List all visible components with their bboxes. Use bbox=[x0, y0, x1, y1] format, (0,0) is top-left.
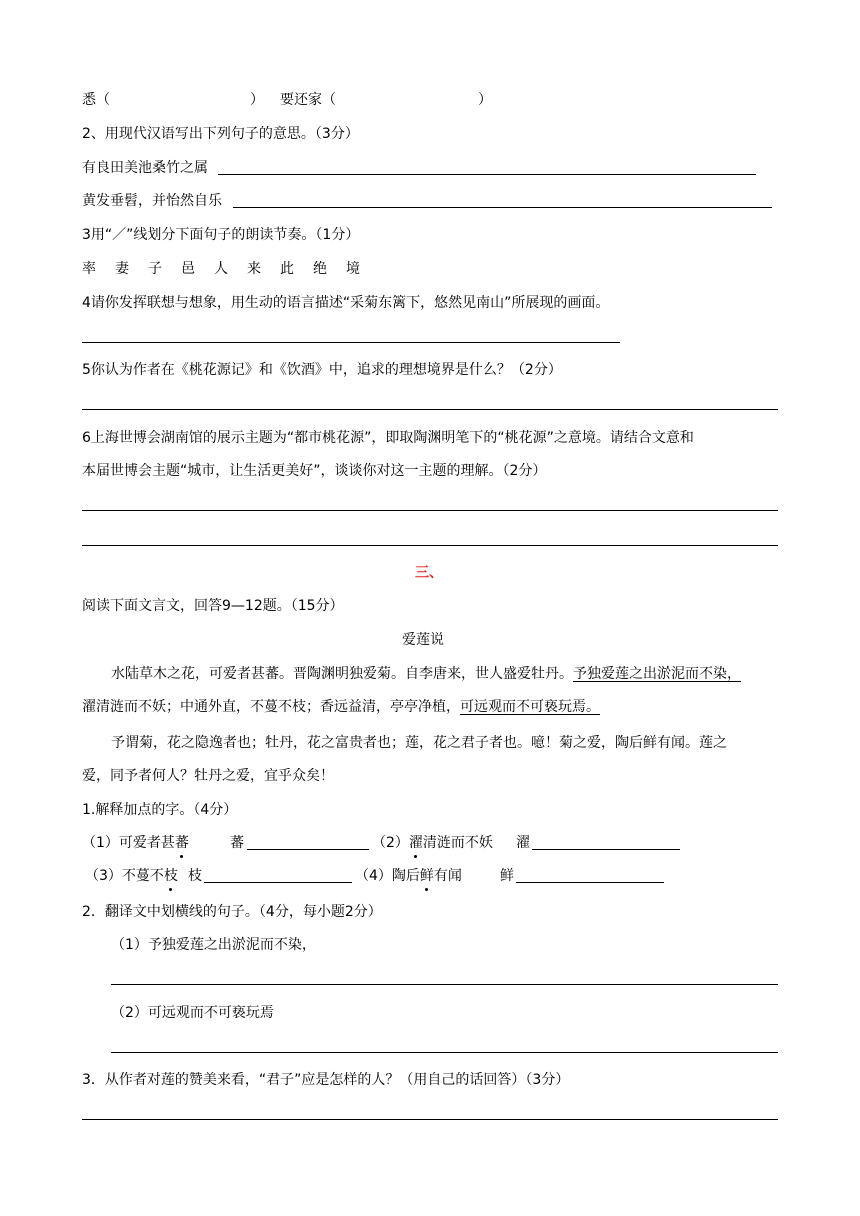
sq3-prompt: 3．从作者对莲的赞美来看，“君子”应是怎样的人？（用自己的话回答）（3分） bbox=[82, 1072, 570, 1088]
sq3-answer-line[interactable] bbox=[82, 1119, 778, 1120]
sq1-answer-line-1[interactable] bbox=[247, 849, 369, 850]
passage-line-4: 爱，同予者何人？牡丹之爱，宜乎众矣！ bbox=[82, 768, 334, 784]
sq2-prompt: 2．翻译文中划横线的句子。（4分，每小题2分） bbox=[82, 904, 382, 920]
dotted-char: 鲜 bbox=[419, 868, 434, 884]
sq1-item-text: （3）不蔓不 bbox=[85, 868, 164, 884]
q5-prompt: 5你认为作者在《桃花源记》和《饮酒》中，追求的理想境界是什么？（2分） bbox=[82, 362, 562, 378]
passage-text: 水陆草木之花，可爱者甚蕃。晋陶渊明独爱菊。自李唐来，世人盛爱牡丹。 bbox=[111, 666, 573, 682]
q1-tail-xi: 悉（ bbox=[82, 92, 110, 108]
q2-answer-line-1[interactable] bbox=[218, 174, 756, 175]
q1-tail-close1: ） bbox=[250, 92, 264, 108]
sq1-word-2: 濯 bbox=[516, 835, 530, 851]
sq2-answer-line-2[interactable] bbox=[111, 1052, 778, 1053]
q3-char: 此 bbox=[280, 261, 294, 277]
underlined-sentence-1: 予独爱莲之出淤泥而不染， bbox=[573, 666, 741, 682]
q3-char: 妻 bbox=[115, 261, 129, 277]
q3-sentence bbox=[82, 259, 379, 279]
q3-char: 子 bbox=[148, 261, 162, 277]
dotted-char: 枝 bbox=[163, 868, 178, 884]
sq1-item-text: （2） bbox=[372, 835, 409, 851]
sq1-answer-line-2[interactable] bbox=[532, 849, 680, 850]
sq1-word-3: 枝 bbox=[188, 868, 202, 884]
sq1-prompt: 1.解释加点的字。（4分） bbox=[82, 802, 238, 818]
sq1-answer-line-3[interactable] bbox=[204, 882, 352, 883]
q3-char: 来 bbox=[247, 261, 261, 277]
section-heading: 三、 bbox=[415, 565, 443, 581]
q4-prompt: 4请你发挥联想与想象，用生动的语言描述“采菊东篱下，悠然见南山”所展现的画面。 bbox=[82, 295, 610, 311]
sq1-item-text: 清涟而不妖 bbox=[422, 835, 493, 851]
q6-prompt-line-2: 本届世博会主题“城市，让生活更美好”，谈谈你对这一主题的理解。（2分） bbox=[82, 463, 547, 479]
q2-sentence-1: 有良田美池桑竹之属 bbox=[82, 160, 208, 176]
passage-line-3: 予谓菊，花之隐逸者也；牡丹，花之富贵者也；莲，花之君子者也。噫！菊之爱，陶后鲜有闻。莲之 bbox=[111, 735, 727, 751]
q3-char: 率 bbox=[82, 261, 96, 277]
sq1-item-3 bbox=[85, 866, 178, 886]
sq1-item-text: （1）可爱者甚 bbox=[82, 835, 175, 851]
q3-prompt: 3用“／”线划分下面句子的朗读节奏。（1分） bbox=[82, 227, 360, 243]
sq1-answer-line-4[interactable] bbox=[516, 882, 664, 883]
passage-line-1 bbox=[111, 664, 741, 684]
q3-char: 邑 bbox=[181, 261, 195, 277]
dotted-char: 濯 bbox=[408, 835, 423, 851]
sq1-item-2 bbox=[372, 833, 493, 853]
q2-sentence-2: 黄发垂髫，并怡然自乐 bbox=[82, 193, 222, 209]
q2-prompt: 2、用现代汉语写出下列句子的意思。（3分） bbox=[82, 126, 359, 142]
passage-text: 濯清涟而不妖；中通外直，不蔓不枝；香远益清，亭亭净植， bbox=[82, 699, 460, 715]
sq2-sentence-2: （2）可远观而不可亵玩焉 bbox=[111, 1005, 274, 1021]
q3-char: 境 bbox=[346, 261, 360, 277]
sq2-answer-line-1[interactable] bbox=[111, 984, 778, 985]
q1-tail-close2: ） bbox=[478, 92, 492, 108]
passage-line-2 bbox=[82, 697, 600, 717]
sq1-word-1: 蕃 bbox=[230, 835, 244, 851]
q3-char: 人 bbox=[214, 261, 228, 277]
sq1-item-1 bbox=[82, 833, 189, 853]
sq1-word-4: 鲜 bbox=[500, 868, 514, 884]
q2-answer-line-2[interactable] bbox=[233, 207, 772, 208]
sq1-item-text: 有闻 bbox=[433, 868, 462, 884]
section-intro: 阅读下面文言文，回答9—12题。（15分） bbox=[82, 598, 344, 614]
q1-tail-huanjia: 要还家（ bbox=[280, 92, 336, 108]
q3-char: 绝 bbox=[313, 261, 327, 277]
dotted-char: 蕃 bbox=[174, 835, 189, 851]
sq1-item-4 bbox=[355, 866, 462, 886]
sq1-item-text: （4）陶后 bbox=[355, 868, 420, 884]
q6-answer-line-1[interactable] bbox=[82, 510, 778, 511]
passage-title: 爱莲说 bbox=[402, 632, 444, 648]
underlined-sentence-2: 可远观而不可亵玩焉。 bbox=[460, 699, 600, 715]
q5-answer-line[interactable] bbox=[82, 409, 778, 410]
sq2-sentence-1: （1）予独爱莲之出淤泥而不染， bbox=[111, 937, 316, 953]
q6-prompt-line-1: 6上海世博会湖南馆的展示主题为“都市桃花源”，即取陶渊明笔下的“桃花源”之意境。请结合文意和 bbox=[82, 430, 694, 446]
q4-answer-line[interactable] bbox=[82, 342, 620, 343]
q6-answer-line-2[interactable] bbox=[82, 545, 778, 546]
